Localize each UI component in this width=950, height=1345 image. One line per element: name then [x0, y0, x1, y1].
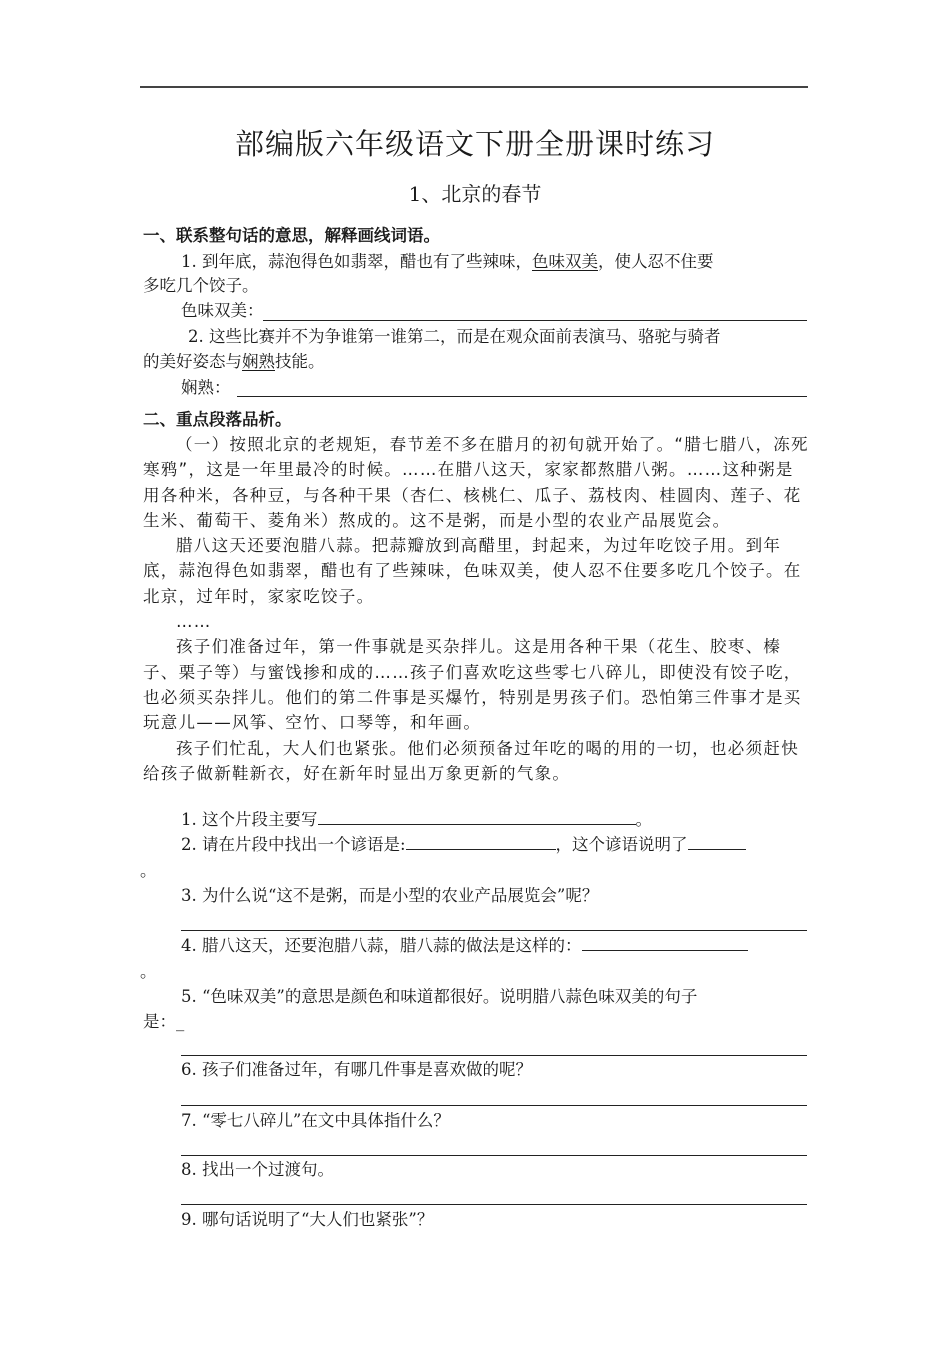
- s1-q1-answer-line[interactable]: [263, 320, 807, 321]
- s2-q2-end: 。: [140, 861, 157, 880]
- header-rule: [140, 86, 808, 88]
- s2-q2-proverb-blank[interactable]: [406, 835, 556, 850]
- section1-heading: 一、联系整句话的意思，解释画线词语。: [143, 226, 440, 245]
- s1-q2-answer-line[interactable]: [237, 396, 807, 397]
- s1-question-2: 2. 这些比赛并不为争谁第一谁第二，而是在观众面前表演马、骆驼与骑者: [188, 327, 721, 346]
- s2-question-6: 6. 孩子们准备过年，有哪几件事是喜欢做的呢？: [181, 1060, 532, 1079]
- passage-ellipsis: ……: [176, 612, 212, 632]
- s1-q1-text-b: ，使人忍不住要: [598, 252, 714, 271]
- s2-q5-continuation: 是：_: [143, 1012, 185, 1031]
- s2-q7-answer-line[interactable]: [181, 1155, 807, 1156]
- s2-q2-meaning-blank[interactable]: [688, 835, 746, 850]
- s2-q5-answer-line[interactable]: [181, 1055, 807, 1056]
- passage-paragraph-3: 孩子们准备过年，第一件事就是买杂拌儿。这是用各种干果（花生、胶枣、榛子、栗子等）与蜜饯掺和成的……孩子们喜欢吃这些零七八碎儿，即使没有饺子吃，也必须买杂拌儿。他们的第二件事是买爆竹，特别是男孩子们。恐怕第三件事才是买玩意儿——风筝、空竹、口琴等，和年画。: [143, 637, 802, 733]
- s2-q8-answer-line[interactable]: [181, 1204, 807, 1205]
- s2-q2-text-b: ，这个谚语说明了: [555, 835, 688, 854]
- s2-q4-answer-blank[interactable]: [582, 936, 748, 951]
- passage-paragraph-1: （一）按照北京的老规矩，春节差不多在腊月的初旬就开始了。“腊七腊八，冻死寒鸦”，这是一年里最冷的时候。……在腊八这天，家家都熬腊八粥。……这种粥是用各种米，各种豆，与各种干果（杏仁、核桃仁、瓜子、荔枝肉、桂圆肉、莲子、花生米、葡萄干、菱角米）熬成的。这不是粥，而是小型的农业产品展览会。: [143, 435, 809, 530]
- reading-passage: [143, 432, 811, 786]
- s2-q1-text-a: 1. 这个片段主要写: [181, 810, 318, 829]
- lesson-title: 1、北京的春节: [408, 182, 542, 206]
- s2-question-5: 5. “色味双美”的意思是颜色和味道都很好。说明腊八蒜色味双美的句子: [181, 987, 698, 1006]
- s1-q2-underlined-word: 娴熟: [242, 352, 275, 371]
- s2-q4-end: 。: [140, 962, 157, 981]
- s1-q1-answer-label: 色味双美：: [181, 301, 264, 320]
- page-title: 部编版六年级语文下册全册课时练习: [234, 127, 715, 161]
- passage-paragraph-2: 腊八这天还要泡腊八蒜。把蒜瓣放到高醋里，封起来，为过年吃饺子用。到年底，蒜泡得色如翡翠，醋也有了些辣味，色味双美，使人忍不住要多吃几个饺子。在北京，过年时，家家吃饺子。: [143, 536, 802, 606]
- s2-q1-text-b: 。: [635, 810, 652, 829]
- s1-q1-text-a: 1. 到年底，蒜泡得色如翡翠，醋也有了些辣味，: [181, 252, 532, 271]
- s2-q1-answer-blank[interactable]: [318, 810, 636, 825]
- s1-q1-underlined-word: 色味双美: [532, 252, 598, 271]
- s2-question-2: [181, 835, 746, 855]
- s1-question-1: [181, 252, 714, 272]
- s2-question-3: 3. 为什么说“这不是粥，而是小型的农业产品展览会”呢？: [181, 886, 599, 905]
- s1-q2-continuation: [143, 352, 325, 372]
- s2-question-1: [181, 810, 652, 830]
- passage-paragraph-4: 孩子们忙乱，大人们也紧张。他们必须预备过年吃的喝的用的一切，也必须赶快给孩子做新鞋新衣，好在新年时显出万象更新的气象。: [143, 738, 799, 783]
- s2-question-8: 8. 找出一个过渡句。: [181, 1160, 334, 1179]
- s1-q2-text-c: 技能。: [275, 352, 325, 371]
- s1-q1-continuation: 多吃几个饺子。: [143, 276, 259, 295]
- s2-question-4: [181, 936, 748, 956]
- s2-q3-answer-line[interactable]: [181, 930, 807, 931]
- s2-q6-answer-line[interactable]: [181, 1105, 807, 1106]
- s1-q2-text-b: 的美好姿态与: [143, 352, 242, 371]
- s2-question-7: 7. “零七八碎儿”在文中具体指什么？: [181, 1111, 450, 1130]
- section2-heading: 二、重点段落品析。: [143, 410, 292, 429]
- s2-q2-text-a: 2. 请在片段中找出一个谚语是:: [181, 835, 406, 854]
- s2-q4-text-a: 4. 腊八这天，还要泡腊八蒜，腊八蒜的做法是这样的：: [181, 936, 582, 955]
- s1-q2-answer-label: 娴熟：: [181, 378, 231, 397]
- s2-question-9: 9. 哪句话说明了“大人们也紧张”？: [181, 1210, 434, 1229]
